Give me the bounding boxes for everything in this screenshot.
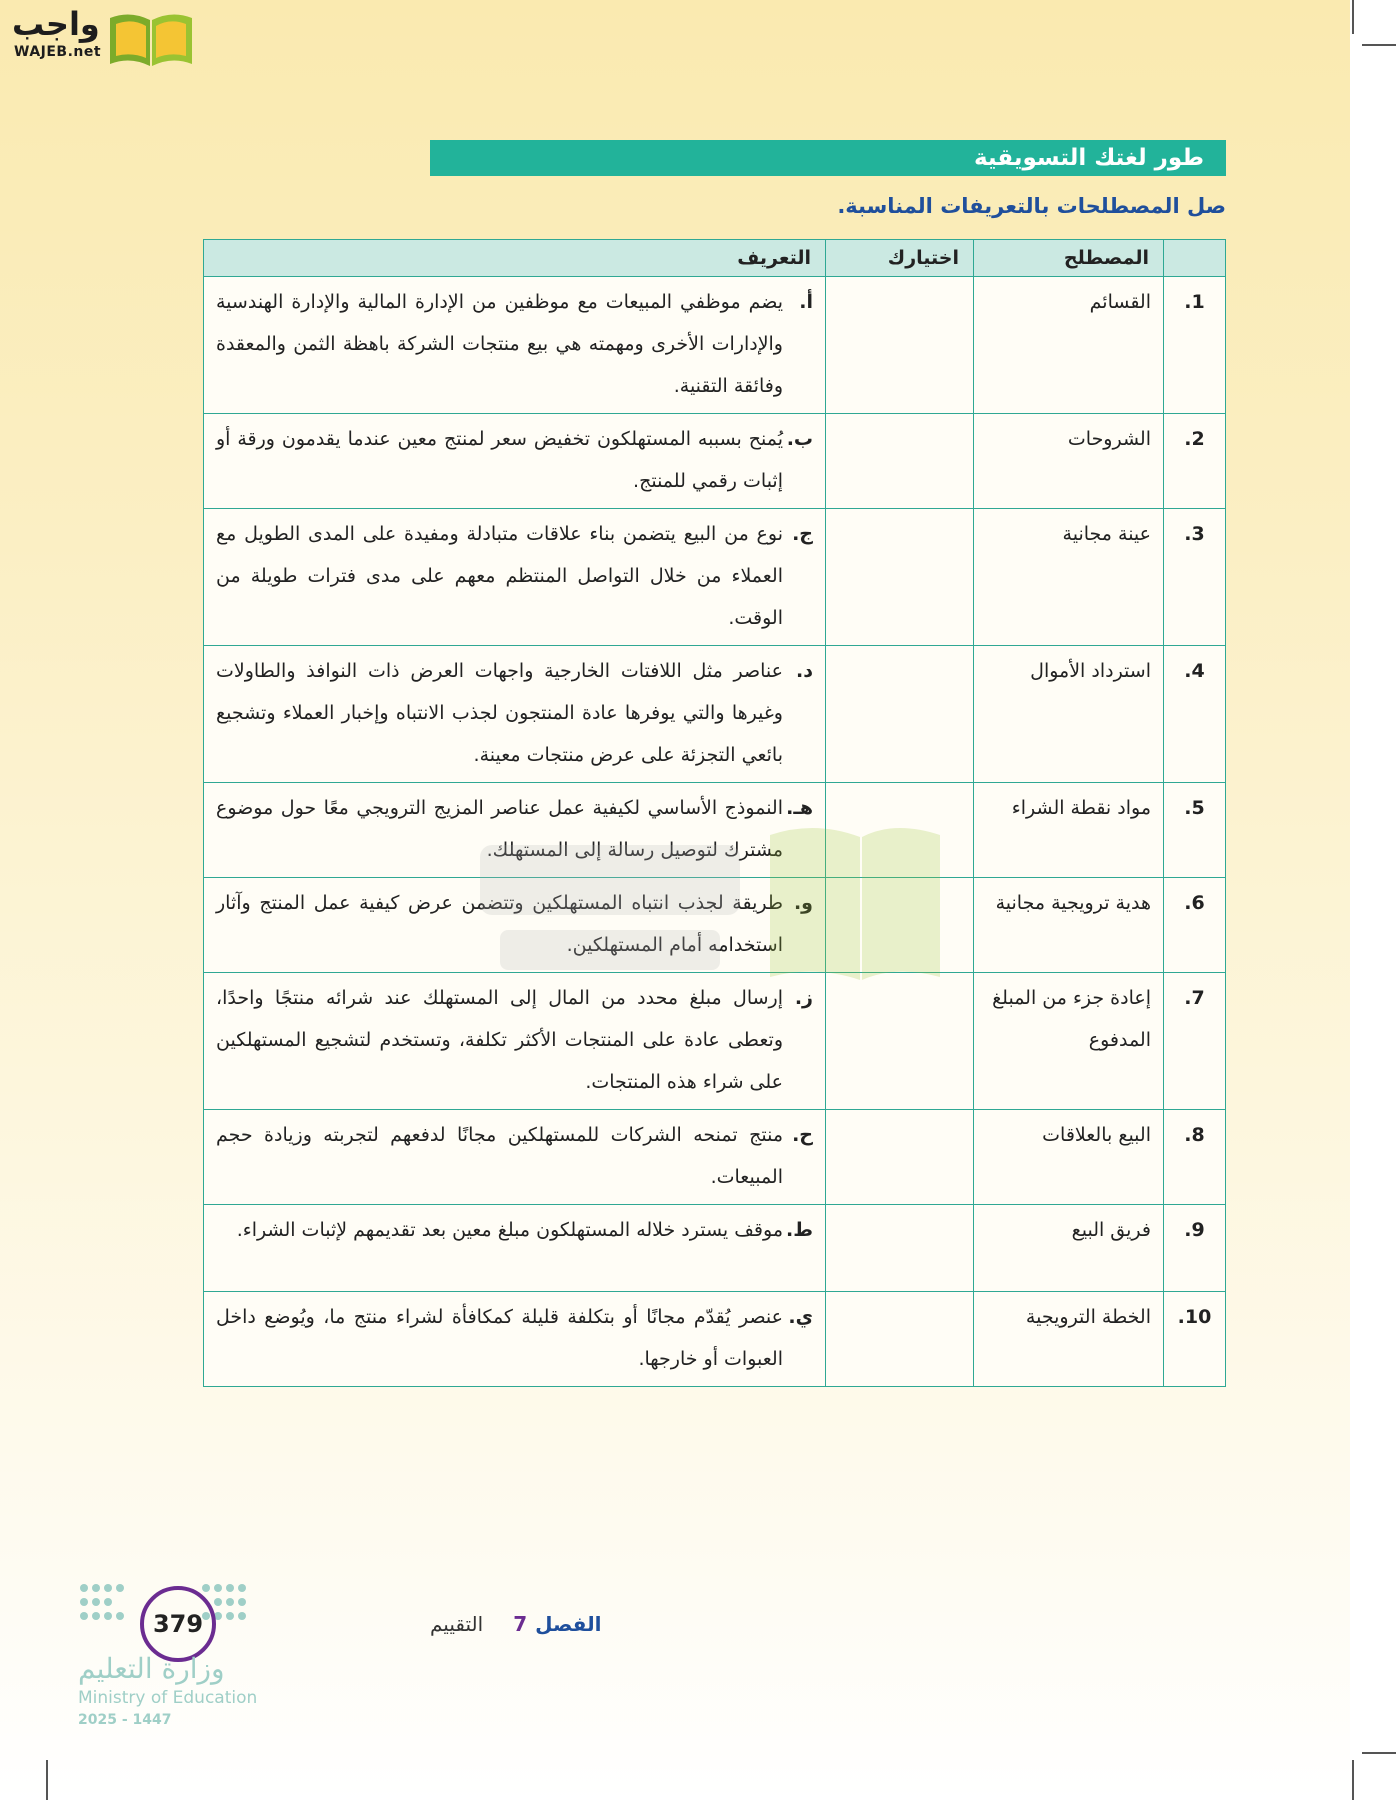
matching-table (203, 239, 1226, 1387)
row-term: هدية ترويجية مجانية (974, 878, 1164, 973)
book-icon (106, 8, 196, 68)
row-number: 7. (1164, 973, 1226, 1110)
table-row (204, 1110, 1226, 1205)
crop-mark (1362, 1752, 1396, 1754)
header-definition: التعريف (204, 240, 826, 277)
row-number: 1. (1164, 277, 1226, 414)
table-row (204, 509, 1226, 646)
row-number: 6. (1164, 878, 1226, 973)
definition-letter: هـ. (786, 797, 813, 819)
choice-cell[interactable] (826, 646, 974, 783)
definition-text: طريقة لجذب انتباه المستهلكين وتتضمن عرض كيفية عمل المنتج وآثار استخدامه أمام المستهلكين. (216, 892, 783, 956)
definition-text: موقف يسترد خلاله المستهلكون مبلغ معين بعد تقديمهم لإثبات الشراء. (236, 1219, 783, 1241)
table-row (204, 414, 1226, 509)
choice-cell[interactable] (826, 1110, 974, 1205)
definition-letter: ي. (788, 1306, 813, 1328)
section-name: التقييم (430, 1612, 484, 1636)
choice-cell[interactable] (826, 973, 974, 1110)
row-number: 4. (1164, 646, 1226, 783)
table-row (204, 973, 1226, 1110)
choice-cell[interactable] (826, 878, 974, 973)
definition-text: عناصر مثل اللافتات الخارجية واجهات العرض ذات النوافذ والطاولات وغيرها والتي يوفرها عادة المنتجون لجذب الانتباه وإخبار العملاء وتشجيع بائعي التجزئة على عرض منتجات معينة. (216, 660, 783, 766)
row-term: القسائم (974, 277, 1164, 414)
row-number: 8. (1164, 1110, 1226, 1205)
crop-mark (1362, 44, 1396, 46)
row-definition (204, 646, 826, 783)
chapter-label: الفصل (535, 1612, 602, 1636)
row-term: الخطة الترويجية (974, 1292, 1164, 1387)
choice-cell[interactable] (826, 1205, 974, 1292)
row-definition (204, 1292, 826, 1387)
definition-letter: ز. (794, 987, 813, 1009)
logo-subtext: WAJEB.net (14, 44, 102, 60)
definition-text: يضم موظفي المبيعات مع موظفين من الإدارة المالية والإدارة الهندسية والإدارات الأخرى ومهمته هي بيع منتجات الشركة باهظة الثمن والمعقدة وفائقة التقنية. (216, 291, 783, 397)
section-title: طور لغتك التسويقية (973, 145, 1204, 171)
choice-cell[interactable] (826, 1292, 974, 1387)
row-definition (204, 878, 826, 973)
table-row (204, 1292, 1226, 1387)
choice-cell[interactable] (826, 414, 974, 509)
chapter-number: 7 (513, 1612, 528, 1636)
row-number: 9. (1164, 1205, 1226, 1292)
ministry-year: 2025 - 1447 (78, 1712, 172, 1728)
row-number: 3. (1164, 509, 1226, 646)
page-footer (430, 1612, 601, 1636)
row-term: البيع بالعلاقات (974, 1110, 1164, 1205)
header-num (1164, 240, 1226, 277)
definition-text: منتج تمنحه الشركات للمستهلكين مجانًا لدفعهم لتجربته وزيادة حجم المبيعات. (216, 1124, 783, 1188)
wajeb-logo[interactable] (10, 6, 190, 66)
definition-text: نوع من البيع يتضمن بناء علاقات متبادلة ومفيدة على المدى الطويل مع العملاء من خلال التواصل المنتظم معهم على مدى فترات طويلة من الوقت. (216, 523, 783, 629)
row-definition (204, 414, 826, 509)
row-number: 10. (1164, 1292, 1226, 1387)
table-row (204, 1205, 1226, 1292)
definition-letter: ب. (786, 428, 813, 450)
page-right-margin (1350, 0, 1396, 1800)
table-row (204, 646, 1226, 783)
row-term: الشروحات (974, 414, 1164, 509)
ministry-name-en: Ministry of Education (78, 1688, 258, 1708)
definition-text: النموذج الأساسي لكيفية عمل عناصر المزيج الترويجي معًا حول موضوع مشترك لتوصيل رسالة إلى المستهلك. (216, 797, 783, 861)
crop-mark (46, 1760, 48, 1800)
definition-letter: ط. (786, 1219, 813, 1241)
row-number: 5. (1164, 783, 1226, 878)
row-definition (204, 1205, 826, 1292)
row-term: فريق البيع (974, 1205, 1164, 1292)
table-row (204, 277, 1226, 414)
choice-cell[interactable] (826, 783, 974, 878)
row-definition (204, 1110, 826, 1205)
row-term: عينة مجانية (974, 509, 1164, 646)
definition-text: إرسال مبلغ محدد من المال إلى المستهلك عند شرائه منتجًا واحدًا، وتعطى عادة على المنتجات الأكثر تكلفة، وتستخدم لتشجيع المستهلكين على شراء هذه المنتجات. (216, 987, 783, 1093)
choice-cell[interactable] (826, 277, 974, 414)
row-definition (204, 973, 826, 1110)
row-definition (204, 783, 826, 878)
definition-letter: ج. (792, 523, 813, 545)
row-definition (204, 277, 826, 414)
row-definition (204, 509, 826, 646)
choice-cell[interactable] (826, 509, 974, 646)
definition-text: يُمنح بسببه المستهلكون تخفيض سعر لمنتج معين عندما يقدمون ورقة أو إثبات رقمي للمنتج. (216, 428, 783, 492)
row-term: مواد نقطة الشراء (974, 783, 1164, 878)
header-choice: اختيارك (826, 240, 974, 277)
instruction-text: صل المصطلحات بالتعريفات المناسبة. (837, 194, 1226, 218)
crop-mark (1352, 0, 1354, 34)
table-row (204, 783, 1226, 878)
section-title-banner (430, 140, 1226, 176)
row-number: 2. (1164, 414, 1226, 509)
definition-letter: أ. (799, 291, 813, 313)
row-term: استرداد الأموال (974, 646, 1164, 783)
page-number: 379 (140, 1586, 216, 1662)
table-header-row (204, 240, 1226, 277)
crop-mark (1352, 1760, 1354, 1800)
header-term: المصطلح (974, 240, 1164, 277)
definition-letter: د. (796, 660, 813, 682)
definition-letter: ح. (792, 1124, 813, 1146)
definition-letter: و. (793, 892, 813, 914)
row-term: إعادة جزء من المبلغ المدفوع (974, 973, 1164, 1110)
ministry-name-ar: وزارة التعليم (78, 1652, 225, 1685)
table-row (204, 878, 1226, 973)
definition-text: عنصر يُقدّم مجانًا أو بتكلفة قليلة كمكافأة لشراء منتج ما، ويُوضع داخل العبوات أو خارجها. (216, 1306, 783, 1370)
logo-text: واجب (12, 5, 100, 43)
